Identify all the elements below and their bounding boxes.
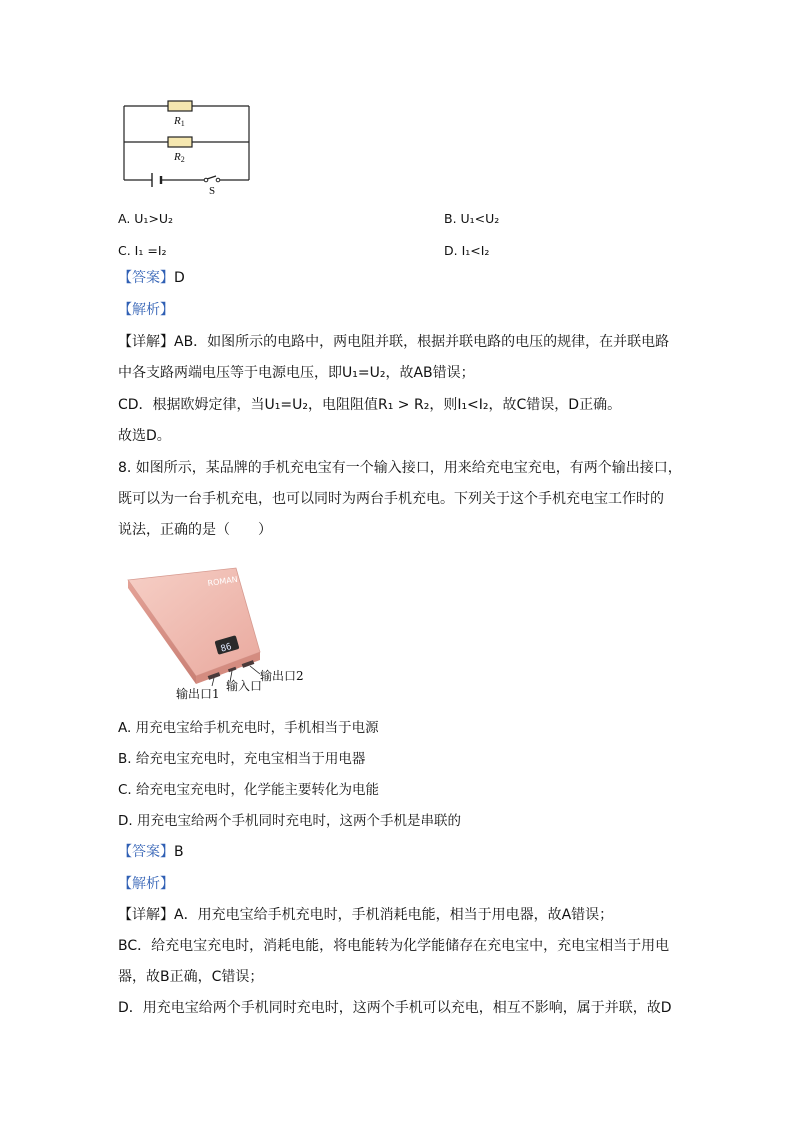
q8-question-line-1: 8. 如图所示，某品牌的手机充电宝有一个输入接口，用来给充电宝充电，有两个输出接口， bbox=[118, 460, 682, 476]
q8-answer bbox=[118, 842, 184, 862]
q7-option-b: B. U₁<U₂ bbox=[444, 211, 500, 226]
q7-option-c: C. I₁ =I₂ bbox=[118, 243, 167, 258]
detail-tag: 【详解】 bbox=[118, 907, 174, 923]
q7-detail-line-3: CD．根据欧姆定律，当U₁=U₂，电阻阻值R₁ > R₂，则I₁<I₂，故C错误，D正确。 bbox=[118, 397, 622, 413]
q8-option-c: C. 给充电宝充电时，化学能主要转化为电能 bbox=[118, 782, 380, 798]
svg-text:ROMAN: ROMAN bbox=[207, 574, 239, 588]
label-output-2: 输出口2 bbox=[260, 669, 304, 683]
q7-option-d: D. I₁<I₂ bbox=[444, 243, 490, 258]
label-input: 输入口 bbox=[226, 679, 263, 693]
q8-option-b: B. 给充电宝充电时，充电宝相当于用电器 bbox=[118, 751, 366, 767]
resistor-r2 bbox=[168, 137, 192, 147]
answer-tag: 【答案】 bbox=[118, 270, 174, 286]
q7-option-a: A. U₁>U₂ bbox=[118, 211, 174, 226]
q8-detail-line-4: D．用充电宝给两个手机同时充电时，这两个手机可以充电，相互不影响，属于并联，故D bbox=[118, 1000, 672, 1016]
q7-detail-line-4: 故选D。 bbox=[118, 428, 171, 444]
r2-label: R2 bbox=[174, 151, 185, 164]
parallel-circuit-diagram bbox=[118, 96, 258, 196]
detail-tag: 【详解】 bbox=[118, 334, 174, 350]
q8-option-a: A. 用充电宝给手机充电时，手机相当于电源 bbox=[118, 720, 379, 736]
q8-question-line-2: 既可以为一台手机充电，也可以同时为两台手机充电。下列关于这个手机充电宝工作时的 bbox=[118, 491, 664, 507]
answer-tag: 【答案】 bbox=[118, 844, 174, 860]
label-output-1: 输出口1 bbox=[176, 687, 220, 701]
q8-analysis-tag: 【解析】 bbox=[118, 876, 174, 892]
r1-label: R1 bbox=[174, 115, 185, 128]
switch-label: S bbox=[209, 185, 216, 196]
battery-symbol bbox=[152, 173, 161, 187]
q8-question-line-3: 说法，正确的是（ ） bbox=[118, 522, 272, 538]
answer-value: B bbox=[174, 844, 184, 860]
answer-value: D bbox=[174, 270, 185, 286]
q8-detail-line-3: 器，故B正确，C错误； bbox=[118, 969, 264, 985]
q8-detail-line-2: BC．给充电宝充电时，消耗电能，将电能转为化学能储存在充电宝中，充电宝相当于用电 bbox=[118, 938, 670, 954]
q7-analysis-tag: 【解析】 bbox=[118, 302, 174, 318]
q8-option-d: D. 用充电宝给两个手机同时充电时，这两个手机是串联的 bbox=[118, 813, 461, 829]
svg-text:86: 86 bbox=[219, 642, 233, 655]
q7-detail-line-1: 【详解】AB．如图所示的电路中，两电阻并联，根据并联电路的电压的规律，在并联电路 bbox=[118, 334, 670, 350]
q8-detail-line-1: 【详解】A．用充电宝给手机充电时，手机消耗电能，相当于用电器，故A错误； bbox=[118, 907, 614, 923]
power-bank-image bbox=[118, 566, 318, 706]
switch-symbol bbox=[204, 178, 208, 182]
resistor-r1 bbox=[168, 101, 192, 111]
q7-detail-line-2: 中各支路两端电压等于电源电压，即U₁=U₂，故AB错误； bbox=[118, 365, 475, 381]
q7-answer bbox=[118, 268, 185, 288]
